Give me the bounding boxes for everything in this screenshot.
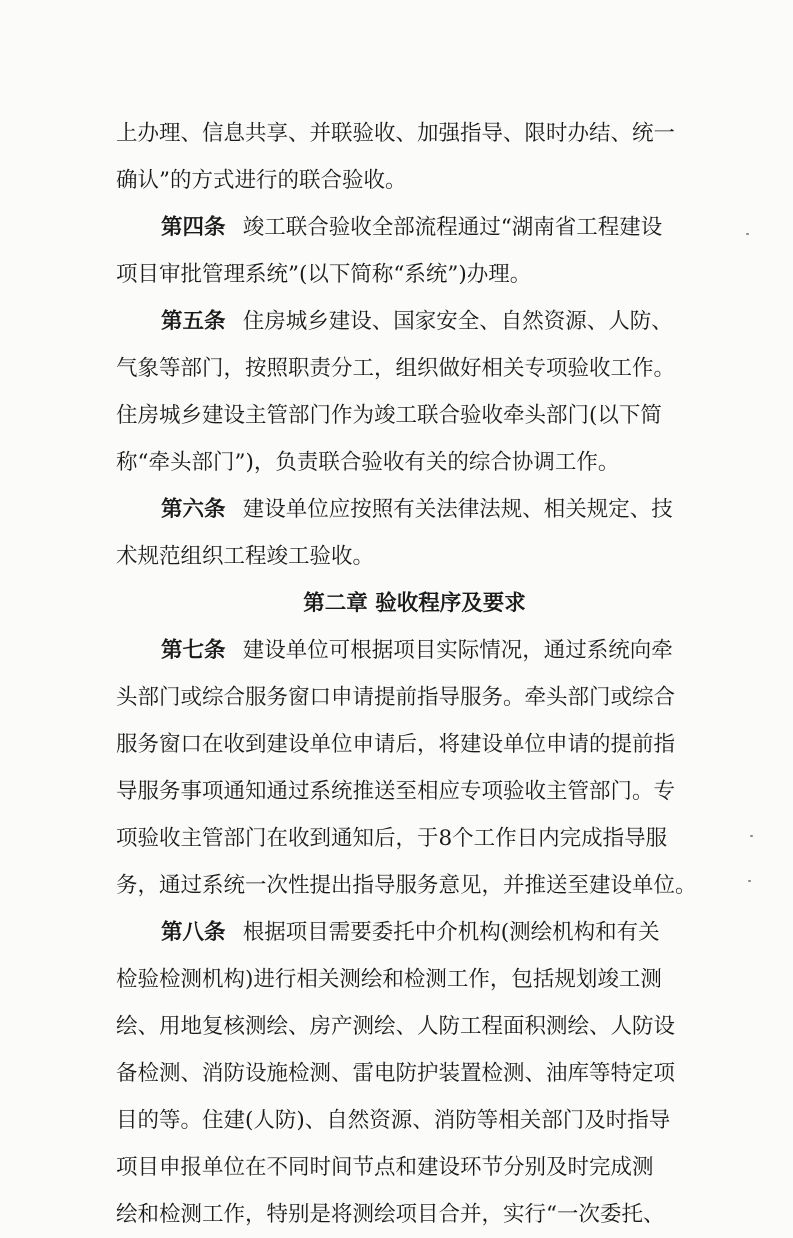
article-text: 建设单位应按照有关法律法规、相关规定、技 [242, 497, 673, 522]
article-8 [116, 909, 713, 956]
scan-speck [750, 835, 753, 837]
article-4 [116, 204, 713, 251]
body-line: 绘和检测工作，特别是将测绘项目合并，实行“一次委托、 [116, 1202, 665, 1227]
article-text: 住房城乡建设、国家安全、自然资源、人防、 [242, 309, 673, 334]
body-line: 项验收主管部门在收到通知后，于8个工作日内完成指导服 [116, 826, 668, 851]
body-line: 项目申报单位在不同时间节点和建设环节分别及时完成测 [116, 1155, 654, 1180]
article-number: 第五条 [161, 309, 226, 334]
article-number: 第四条 [161, 215, 226, 240]
article-text: 竣工联合验收全部流程通过“湖南省工程建设 [242, 215, 663, 240]
body-line: 绘、用地复核测绘、房产测绘、人防工程面积测绘、人防设 [116, 1014, 676, 1039]
scan-speck [746, 233, 749, 235]
chapter-heading: 第二章 验收程序及要求 [303, 591, 526, 616]
body-line: 项目审批管理系统”(以下简称“系统”)办理。 [116, 262, 532, 287]
body-line: 头部门或综合服务窗口申请提前指导服务。牵头部门或综合 [116, 685, 676, 710]
scan-speck [748, 880, 751, 882]
body-line: 术规范组织工程竣工验收。 [116, 544, 375, 569]
body-line: 目的等。住建(人防)、自然资源、消防等相关部门及时指导 [116, 1108, 671, 1133]
body-line: 导服务事项通知通过系统推送至相应专项验收主管部门。专 [116, 779, 676, 804]
article-5 [116, 298, 713, 345]
body-line: 上办理、信息共享、并联验收、加强指导、限时办结、统一 [116, 121, 676, 146]
article-text: 建设单位可根据项目实际情况，通过系统向牵 [242, 638, 673, 663]
article-6 [116, 486, 713, 533]
body-line: 确认”的方式进行的联合验收。 [116, 168, 407, 193]
body-line: 务，通过系统一次性提出指导服务意见，并推送至建设单位。 [116, 873, 697, 898]
article-number: 第七条 [161, 638, 226, 663]
body-line: 检验检测机构)进行相关测绘和检测工作，包括规划竣工测 [116, 967, 662, 992]
body-line: 住房城乡建设主管部门作为竣工联合验收牵头部门(以下简 [116, 403, 662, 428]
body-line: 备检测、消防设施检测、雷电防护装置检测、油库等特定项 [116, 1061, 676, 1086]
body-line: 服务窗口在收到建设单位申请后，将建设单位申请的提前指 [116, 732, 676, 757]
body-line: 称“牵头部门”)，负责联合验收有关的综合协调工作。 [116, 450, 620, 475]
article-number: 第六条 [161, 497, 226, 522]
article-7 [116, 627, 713, 674]
body-line: 气象等部门，按照职责分工，组织做好相关专项验收工作。 [116, 356, 676, 381]
article-number: 第八条 [161, 920, 226, 945]
article-text: 根据项目需要委托中介机构(测绘机构和有关 [242, 920, 660, 945]
